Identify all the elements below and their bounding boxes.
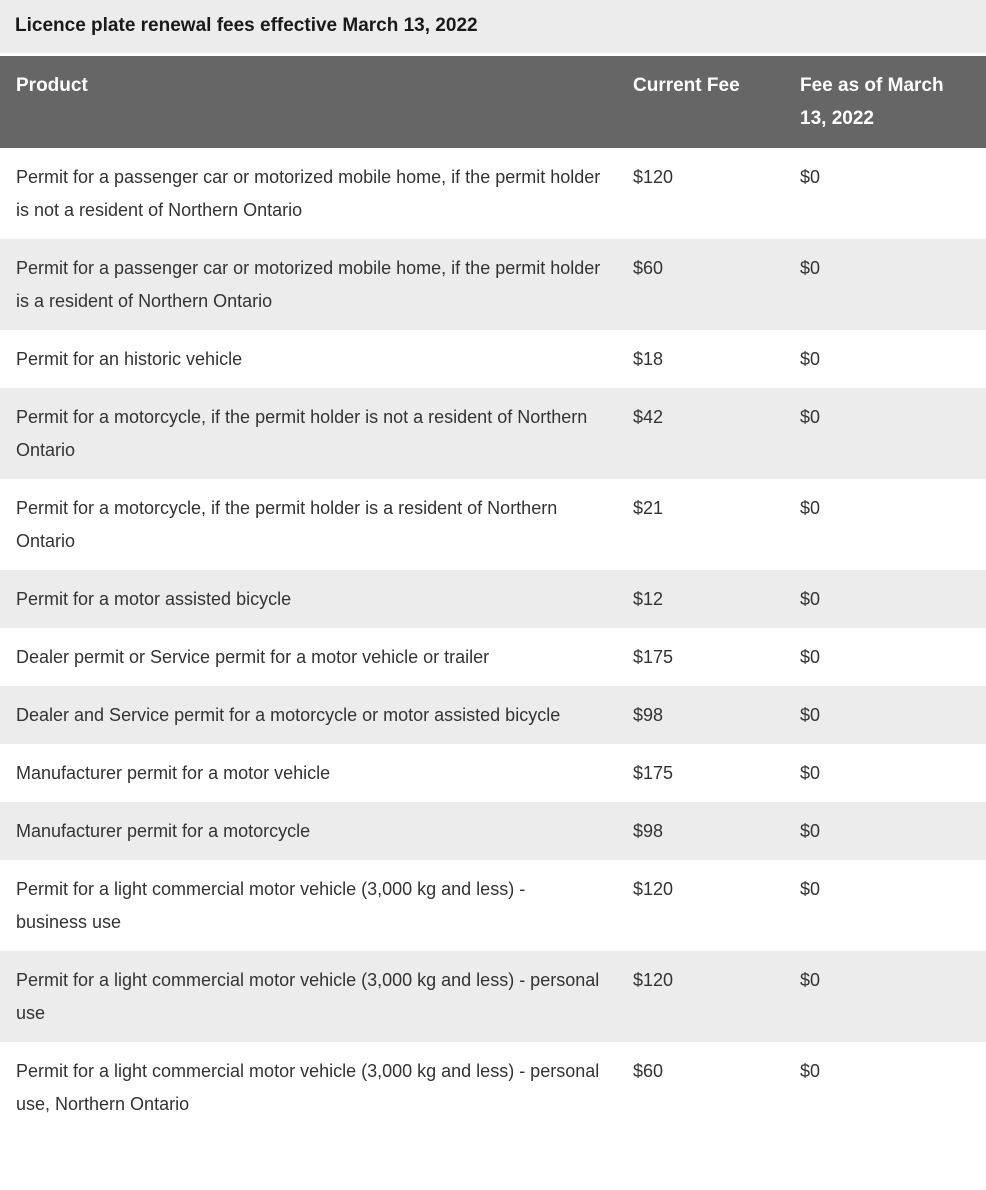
current-fee-cell: $12: [617, 570, 784, 628]
current-fee-cell: $21: [617, 479, 784, 570]
table-row: [0, 148, 986, 239]
product-cell: Permit for a light commercial motor vehicle (3,000 kg and less) - personal use: [0, 951, 617, 1042]
product-cell: Permit for a motorcycle, if the permit holder is not a resident of Northern Ontario: [0, 388, 617, 479]
new-fee-cell: $0: [784, 628, 986, 686]
product-cell: Permit for a motor assisted bicycle: [0, 570, 617, 628]
column-header-product: Product: [0, 55, 617, 149]
new-fee-cell: $0: [784, 744, 986, 802]
product-cell: Dealer permit or Service permit for a motor vehicle or trailer: [0, 628, 617, 686]
table-row: [0, 744, 986, 802]
product-cell: Permit for a light commercial motor vehicle (3,000 kg and less) - personal use, Northern Ontario: [0, 1042, 617, 1133]
table-row: [0, 802, 986, 860]
table-header: [0, 55, 986, 149]
product-cell: Permit for a motorcycle, if the permit holder is a resident of Northern Ontario: [0, 479, 617, 570]
current-fee-cell: $60: [617, 1042, 784, 1133]
product-cell: Manufacturer permit for a motorcycle: [0, 802, 617, 860]
current-fee-cell: $18: [617, 330, 784, 388]
header-row: [0, 55, 986, 149]
table-body: [0, 148, 986, 1133]
new-fee-cell: $0: [784, 1042, 986, 1133]
product-cell: Permit for a passenger car or motorized mobile home, if the permit holder is a resident of Northern Ontario: [0, 239, 617, 330]
new-fee-cell: $0: [784, 570, 986, 628]
column-header-fee-as-of: Fee as of March 13, 2022: [784, 55, 986, 149]
new-fee-cell: $0: [784, 802, 986, 860]
table-row: [0, 239, 986, 330]
table-row: [0, 330, 986, 388]
new-fee-cell: $0: [784, 951, 986, 1042]
current-fee-cell: $120: [617, 860, 784, 951]
new-fee-cell: $0: [784, 686, 986, 744]
table-row: [0, 1042, 986, 1133]
table-row: [0, 628, 986, 686]
current-fee-cell: $175: [617, 628, 784, 686]
new-fee-cell: $0: [784, 860, 986, 951]
table-row: [0, 860, 986, 951]
current-fee-cell: $60: [617, 239, 784, 330]
product-cell: Manufacturer permit for a motor vehicle: [0, 744, 617, 802]
current-fee-cell: $120: [617, 951, 784, 1042]
current-fee-cell: $42: [617, 388, 784, 479]
table-row: [0, 951, 986, 1042]
current-fee-cell: $98: [617, 802, 784, 860]
new-fee-cell: $0: [784, 330, 986, 388]
table-row: [0, 570, 986, 628]
current-fee-cell: $175: [617, 744, 784, 802]
current-fee-cell: $120: [617, 148, 784, 239]
current-fee-cell: $98: [617, 686, 784, 744]
product-cell: Permit for an historic vehicle: [0, 330, 617, 388]
product-cell: Dealer and Service permit for a motorcycle or motor assisted bicycle: [0, 686, 617, 744]
product-cell: Permit for a passenger car or motorized mobile home, if the permit holder is not a resident of Northern Ontario: [0, 148, 617, 239]
new-fee-cell: $0: [784, 239, 986, 330]
new-fee-cell: $0: [784, 479, 986, 570]
table-caption: Licence plate renewal fees effective March 13, 2022: [0, 0, 986, 53]
product-cell: Permit for a light commercial motor vehicle (3,000 kg and less) - business use: [0, 860, 617, 951]
table-row: [0, 686, 986, 744]
table-row: [0, 479, 986, 570]
new-fee-cell: $0: [784, 388, 986, 479]
new-fee-cell: $0: [784, 148, 986, 239]
table-row: [0, 388, 986, 479]
column-header-current-fee: Current Fee: [617, 55, 784, 149]
